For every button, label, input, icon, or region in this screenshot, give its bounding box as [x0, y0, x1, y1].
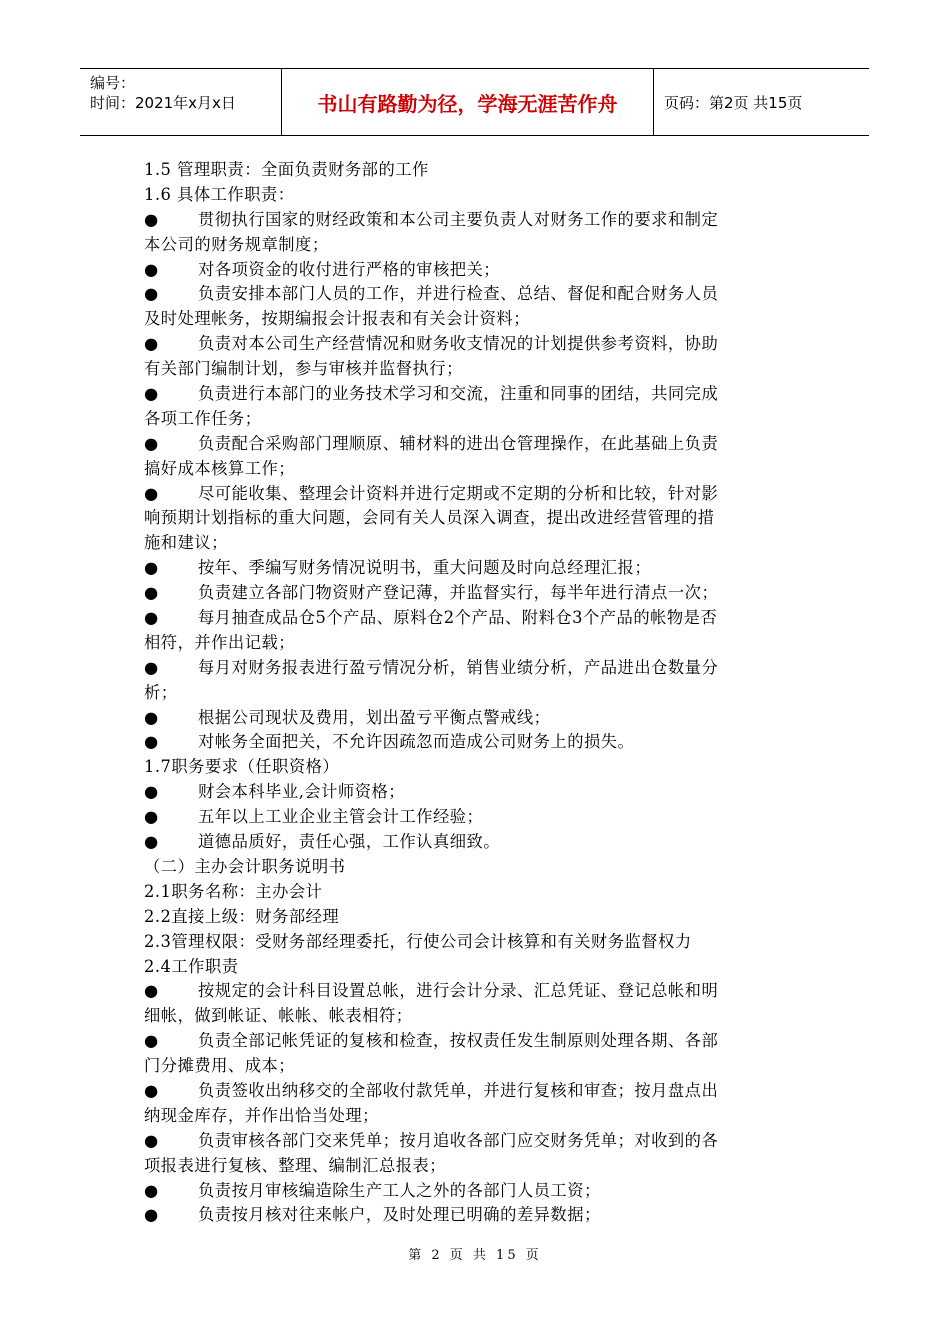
- line-text: 有关部门编制计划，参与审核并监督执行；: [144, 359, 463, 379]
- header-meta: [80, 69, 282, 135]
- text-line: [144, 457, 810, 482]
- bullet-item-line: [144, 979, 810, 1004]
- bullet-item-line: [144, 482, 810, 507]
- bullet-icon: ●: [144, 1205, 159, 1225]
- document-code-label: 编号：: [90, 74, 136, 92]
- bullet-icon: ●: [144, 1031, 159, 1051]
- bullet-icon: ●: [144, 209, 159, 229]
- line-text: 每月对财务报表进行盈亏情况分析，销售业绩分析，产品进出仓数量分: [198, 657, 719, 677]
- text-line: [144, 1154, 810, 1179]
- line-text: （二）主办会计职务说明书: [144, 856, 346, 876]
- bullet-item-line: [144, 432, 810, 457]
- bullet-item-line: [144, 1179, 810, 1204]
- line-text: 2.1职务名称：主办会计: [144, 881, 323, 901]
- line-text: 2.4工作职责: [144, 956, 239, 976]
- line-text: 负责全部记帐凭证的复核和检查，按权责任发生制原则处理各期、各部: [198, 1031, 719, 1051]
- bullet-item-line: [144, 258, 810, 283]
- bullet-item-line: [144, 780, 810, 805]
- line-text: 财会本科毕业,会计师资格；: [198, 782, 406, 802]
- line-text: 按年、季编写财务情况说明书，重大问题及时向总经理汇报；: [198, 558, 652, 578]
- text-line: [144, 1004, 810, 1029]
- bullet-icon: ●: [144, 284, 159, 304]
- line-text: 负责安排本部门人员的工作，并进行检查、总结、督促和配合财务人员: [198, 284, 719, 304]
- text-line: [144, 930, 810, 955]
- text-line: [144, 357, 810, 382]
- line-text: 析；: [144, 682, 178, 702]
- bullet-icon: ●: [144, 1180, 159, 1200]
- text-line: [144, 755, 810, 780]
- document-date-label: 时间：2021年x月x日: [90, 94, 236, 112]
- page-footer: 第 2 页 共 15 页: [408, 1248, 542, 1263]
- line-text: 门分摊费用、成本；: [144, 1056, 296, 1076]
- bullet-item-line: [144, 581, 810, 606]
- header-page-label: 页码：第2页 共15页: [664, 93, 803, 112]
- bullet-item-line: [144, 805, 810, 830]
- line-text: 负责建立各部门物资财产登记薄，并监督实行，每半年进行清点一次；: [198, 583, 719, 603]
- line-text: 项报表进行复核、整理、编制汇总报表；: [144, 1155, 447, 1175]
- bullet-icon: ●: [144, 433, 159, 453]
- line-text: 尽可能收集、整理会计资料并进行定期或不定期的分析和比较，针对影: [198, 483, 719, 503]
- text-line: [144, 1054, 810, 1079]
- page-header: [80, 68, 869, 136]
- bullet-item-line: [144, 606, 810, 631]
- bullet-icon: ●: [144, 1130, 159, 1150]
- bullet-item-line: [144, 706, 810, 731]
- bullet-icon: ●: [144, 384, 159, 404]
- line-text: 负责配合采购部门理顺原、辅材料的进出仓管理操作，在此基础上负责: [198, 433, 719, 453]
- line-text: 负责对本公司生产经营情况和财务收支情况的计划提供参考资料，协助: [198, 334, 719, 354]
- bullet-icon: ●: [144, 1080, 159, 1100]
- line-text: 对帐务全面把关，不允许因疏忽而造成公司财务上的损失。: [198, 732, 635, 752]
- line-text: 1.7职务要求（任职资格）: [144, 757, 340, 777]
- text-line: [144, 880, 810, 905]
- text-line: [144, 855, 810, 880]
- text-line: [144, 233, 810, 258]
- line-text: 搞好成本核算工作；: [144, 458, 296, 478]
- line-text: 负责签收出纳移交的全部收付款凭单，并进行复核和审查；按月盘点出: [198, 1080, 719, 1100]
- line-text: 本公司的财务规章制度；: [144, 234, 329, 254]
- bullet-item-line: [144, 556, 810, 581]
- line-text: 道德品质好，责任心强，工作认真细致。: [198, 832, 501, 852]
- bullet-item-line: [144, 282, 810, 307]
- bullet-item-line: [144, 830, 810, 855]
- line-text: 负责按月核对往来帐户，及时处理已明确的差异数据；: [198, 1205, 601, 1225]
- line-text: 对各项资金的收付进行严格的审核把关；: [198, 259, 501, 279]
- line-text: 2.3管理权限：受财务部经理委托，行使公司会计核算和有关财务监督权力: [144, 931, 692, 951]
- bullet-item-line: [144, 730, 810, 755]
- bullet-item-line: [144, 1129, 810, 1154]
- bullet-icon: ●: [144, 657, 159, 677]
- line-text: 及时处理帐务，按期编报会计报表和有关会计资料；: [144, 309, 530, 329]
- line-text: 相符，并作出记载；: [144, 632, 296, 652]
- bullet-icon: ●: [144, 583, 159, 603]
- line-text: 纳现金库存，并作出恰当处理；: [144, 1105, 379, 1125]
- bullet-icon: ●: [144, 483, 159, 503]
- text-line: [144, 955, 810, 980]
- bullet-icon: ●: [144, 608, 159, 628]
- line-text: 按规定的会计科目设置总帐，进行会计分录、汇总凭证、登记总帐和明: [198, 981, 719, 1001]
- bullet-icon: ●: [144, 832, 159, 852]
- bullet-item-line: [144, 332, 810, 357]
- bullet-item-line: [144, 382, 810, 407]
- bullet-icon: ●: [144, 707, 159, 727]
- bullet-item-line: [144, 656, 810, 681]
- line-text: 五年以上工业企业主管会计工作经验；: [198, 807, 484, 827]
- text-line: [144, 1104, 810, 1129]
- bullet-icon: ●: [144, 807, 159, 827]
- line-text: 负责进行本部门的业务技术学习和交流，注重和同事的团结，共同完成: [198, 384, 719, 404]
- text-line: [144, 631, 810, 656]
- line-text: 施和建议；: [144, 533, 228, 553]
- bullet-icon: ●: [144, 334, 159, 354]
- line-text: 贯彻执行国家的财经政策和本公司主要负责人对财务工作的要求和制定: [198, 209, 719, 229]
- text-line: [144, 905, 810, 930]
- bullet-item-line: [144, 1029, 810, 1054]
- bullet-icon: ●: [144, 558, 159, 578]
- document-body: [144, 158, 810, 1228]
- text-line: [144, 506, 810, 531]
- line-text: 根据公司现状及费用，划出盈亏平衡点警戒线；: [198, 707, 551, 727]
- line-text: 1.5 管理职责：全面负责财务部的工作: [144, 160, 429, 179]
- line-text: 2.2直接上级：财务部经理: [144, 906, 340, 926]
- text-line: [144, 158, 810, 183]
- bullet-icon: ●: [144, 732, 159, 752]
- line-text: 1.6 具体工作职责：: [144, 184, 295, 204]
- line-text: 细帐，做到帐证、帐帐、帐表相符；: [144, 1006, 413, 1026]
- bullet-icon: ●: [144, 782, 159, 802]
- text-line: [144, 183, 810, 208]
- line-text: 响预期计划指标的重大问题，会同有关人员深入调查，提出改进经营管理的措: [144, 508, 715, 528]
- bullet-icon: ●: [144, 259, 159, 279]
- text-line: [144, 681, 810, 706]
- bullet-item-line: [144, 1079, 810, 1104]
- line-text: 负责审核各部门交来凭单；按月追收各部门应交财务凭单；对收到的各: [198, 1130, 719, 1150]
- line-text: 各项工作任务；: [144, 408, 262, 428]
- text-line: [144, 531, 810, 556]
- text-line: [144, 407, 810, 432]
- text-line: [144, 307, 810, 332]
- line-text: 负责按月审核编造除生产工人之外的各部门人员工资；: [198, 1180, 601, 1200]
- bullet-item-line: [144, 208, 810, 233]
- bullet-item-line: [144, 1203, 810, 1228]
- header-motto: 书山有路勤为径，学海无涯苦作舟: [282, 69, 654, 135]
- bullet-icon: ●: [144, 981, 159, 1001]
- line-text: 每月抽查成品仓5个产品、原料仓2个产品、附料仓3个产品的帐物是否: [198, 608, 718, 628]
